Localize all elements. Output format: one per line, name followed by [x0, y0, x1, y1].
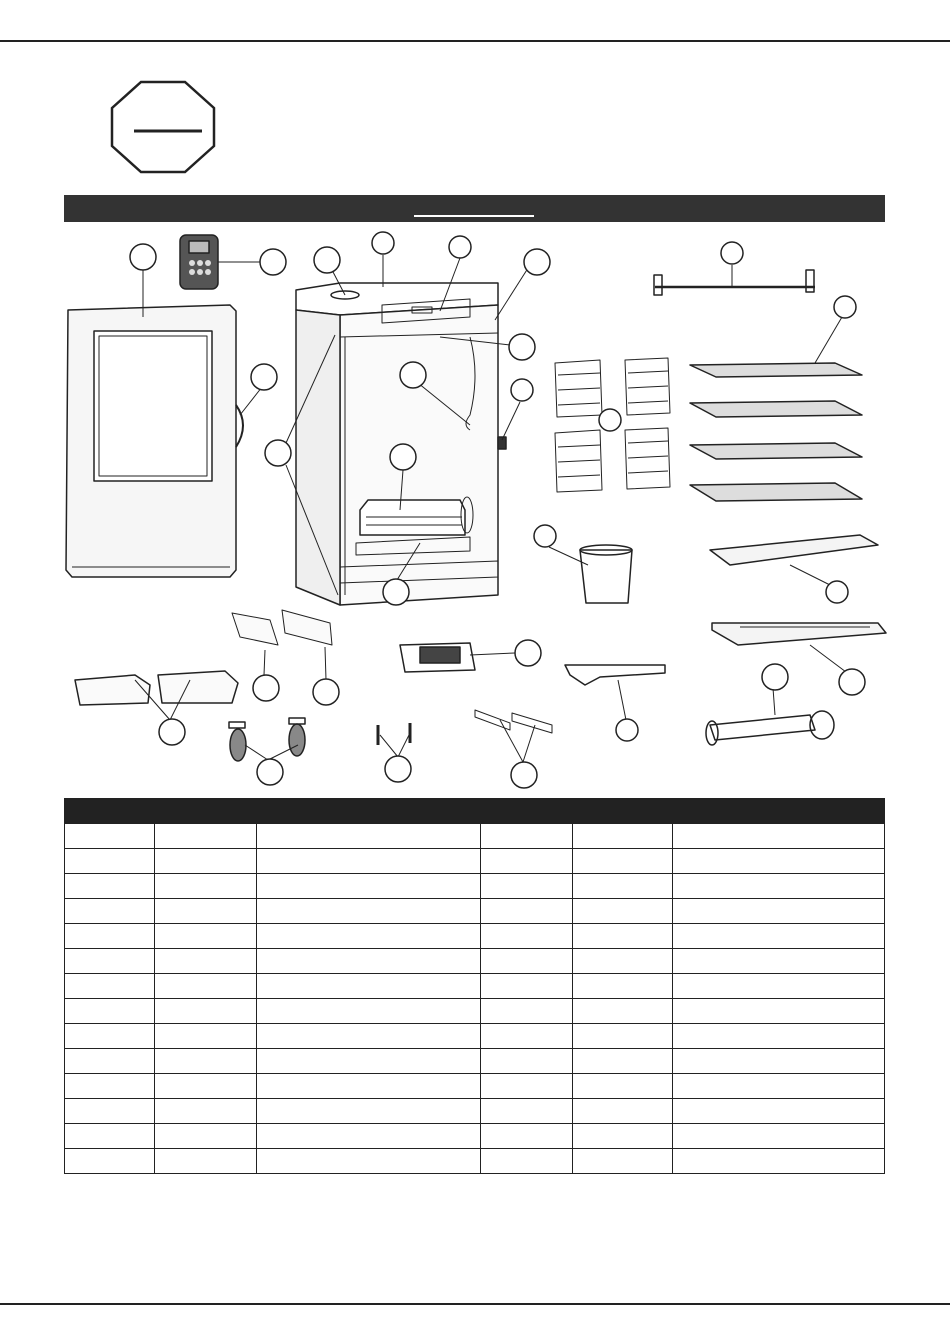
table-cell — [65, 824, 155, 849]
table-cell — [481, 924, 573, 949]
table-row — [65, 999, 885, 1024]
table-cell — [481, 1149, 573, 1174]
callout-circle-icon — [251, 364, 277, 390]
callout-circle-icon — [313, 679, 339, 705]
table-cell — [257, 1149, 481, 1174]
callout-circle-icon — [265, 440, 291, 466]
table-cell — [65, 1149, 155, 1174]
table-cell — [65, 1049, 155, 1074]
table-cell — [155, 999, 257, 1024]
table-cell — [257, 1024, 481, 1049]
table-cell — [155, 1124, 257, 1149]
table-cell — [673, 974, 885, 999]
table-row — [65, 1024, 885, 1049]
table-cell — [257, 924, 481, 949]
table-cell — [673, 1024, 885, 1049]
table-cell — [573, 1049, 673, 1074]
table-cell — [257, 899, 481, 924]
callout-circle-icon — [599, 409, 621, 431]
table-cell — [673, 949, 885, 974]
remote-illustration — [180, 235, 218, 289]
callout-circle-icon — [524, 249, 550, 275]
callout-circle-icon — [257, 759, 283, 785]
table-cell — [673, 999, 885, 1024]
callout-circle-icon — [260, 249, 286, 275]
table-cell — [155, 849, 257, 874]
table-row — [65, 974, 885, 999]
table-header-row — [65, 799, 885, 824]
table-cell — [573, 849, 673, 874]
parts-list-table — [64, 798, 885, 1174]
table-cell — [65, 999, 155, 1024]
table-cell — [257, 949, 481, 974]
casters-illustration — [229, 718, 305, 761]
table-cell — [481, 949, 573, 974]
table-cell — [65, 974, 155, 999]
table-cell — [155, 1149, 257, 1174]
table-cell — [65, 924, 155, 949]
table-row — [65, 849, 885, 874]
callout-circle-icon — [826, 581, 848, 603]
table-cell — [673, 1099, 885, 1124]
chip-loader-illustration — [706, 711, 834, 745]
stop-octagon-icon — [110, 80, 216, 174]
table-header-cell — [481, 799, 573, 824]
table-cell — [573, 1149, 673, 1174]
callout-circle-icon — [834, 296, 856, 318]
table-cell — [481, 874, 573, 899]
table-cell — [481, 999, 573, 1024]
table-cell — [257, 1099, 481, 1124]
table-cell — [155, 924, 257, 949]
table-cell — [673, 1049, 885, 1074]
table-cell — [155, 899, 257, 924]
table-cell — [673, 824, 885, 849]
callout-circle-icon — [400, 362, 426, 388]
table-row — [65, 1149, 885, 1174]
table-cell — [673, 1074, 885, 1099]
table-cell — [257, 1124, 481, 1149]
table-header-cell — [673, 799, 885, 824]
table-cell — [155, 1024, 257, 1049]
table-row — [65, 1074, 885, 1099]
table-cell — [155, 824, 257, 849]
table-cell — [673, 1149, 885, 1174]
table-row — [65, 924, 885, 949]
table-cell — [155, 874, 257, 899]
table-cell — [65, 899, 155, 924]
callout-circle-icon — [253, 675, 279, 701]
callout-circle-icon — [383, 579, 409, 605]
table-cell — [673, 1124, 885, 1149]
table-cell — [573, 824, 673, 849]
table-cell — [573, 1099, 673, 1124]
table-cell — [573, 874, 673, 899]
table-cell — [481, 1049, 573, 1074]
brackets-illustration — [232, 610, 552, 733]
table-cell — [65, 849, 155, 874]
table-cell — [155, 1099, 257, 1124]
callout-circle-icon — [839, 669, 865, 695]
water-bowl-illustration — [580, 545, 632, 603]
table-row — [65, 874, 885, 899]
callout-circle-icon — [449, 236, 471, 258]
table-row — [65, 1049, 885, 1074]
table-cell — [481, 824, 573, 849]
table-cell — [257, 849, 481, 874]
table-cell — [65, 1024, 155, 1049]
side-handles-illustration — [75, 671, 238, 705]
table-cell — [673, 899, 885, 924]
table-header-cell — [257, 799, 481, 824]
callout-circle-icon — [616, 719, 638, 741]
table-row — [65, 824, 885, 849]
callout-circle-icon — [372, 232, 394, 254]
callout-circle-icon — [130, 244, 156, 270]
table-cell — [573, 899, 673, 924]
table-cell — [673, 874, 885, 899]
table-cell — [673, 849, 885, 874]
table-cell — [155, 1074, 257, 1099]
table-cell — [65, 1074, 155, 1099]
callout-circle-icon — [159, 719, 185, 745]
table-cell — [573, 999, 673, 1024]
table-cell — [481, 1024, 573, 1049]
banner-underline — [414, 215, 534, 217]
table-cell — [573, 1024, 673, 1049]
callout-circle-icon — [390, 444, 416, 470]
callout-circle-icon — [385, 756, 411, 782]
table-cell — [481, 849, 573, 874]
callout-circle-icon — [511, 762, 537, 788]
table-body — [65, 824, 885, 1174]
table-cell — [573, 949, 673, 974]
table-cell — [257, 999, 481, 1024]
table-cell — [65, 1124, 155, 1149]
table-cell — [673, 924, 885, 949]
table-header-cell — [155, 799, 257, 824]
table-cell — [257, 1049, 481, 1074]
table-row — [65, 1124, 885, 1149]
table-cell — [65, 1099, 155, 1124]
table-cell — [573, 1124, 673, 1149]
table-cell — [65, 874, 155, 899]
bottom-rule — [0, 1303, 950, 1305]
table-cell — [65, 949, 155, 974]
table-cell — [481, 899, 573, 924]
table-cell — [257, 824, 481, 849]
callout-circle-icon — [314, 247, 340, 273]
table-cell — [155, 1049, 257, 1074]
table-cell — [573, 924, 673, 949]
table-cell — [257, 974, 481, 999]
table-cell — [257, 874, 481, 899]
table-row — [65, 1099, 885, 1124]
table-row — [65, 949, 885, 974]
callout-circle-icon — [762, 664, 788, 690]
callout-circle-icon — [509, 334, 535, 360]
table-cell — [481, 1124, 573, 1149]
table-cell — [155, 949, 257, 974]
callout-circle-icon — [534, 525, 556, 547]
table-cell — [257, 1074, 481, 1099]
door-illustration — [66, 305, 243, 577]
table-cell — [573, 1074, 673, 1099]
drip-tray-illustration — [710, 535, 886, 645]
table-cell — [573, 974, 673, 999]
table-cell — [481, 974, 573, 999]
callout-circle-icon — [515, 640, 541, 666]
parts-diagram-banner — [64, 195, 885, 222]
callout-circle-icon — [721, 242, 743, 264]
callout-circle-icon — [511, 379, 533, 401]
table-row — [65, 899, 885, 924]
table-cell — [481, 1074, 573, 1099]
table-cell — [481, 1099, 573, 1124]
table-header-cell — [65, 799, 155, 824]
cooking-racks-illustration — [690, 363, 862, 501]
table-cell — [155, 974, 257, 999]
table-header-cell — [573, 799, 673, 824]
exploded-parts-diagram — [0, 225, 950, 795]
hanger-rod-illustration — [654, 270, 815, 295]
top-rule — [0, 40, 950, 42]
